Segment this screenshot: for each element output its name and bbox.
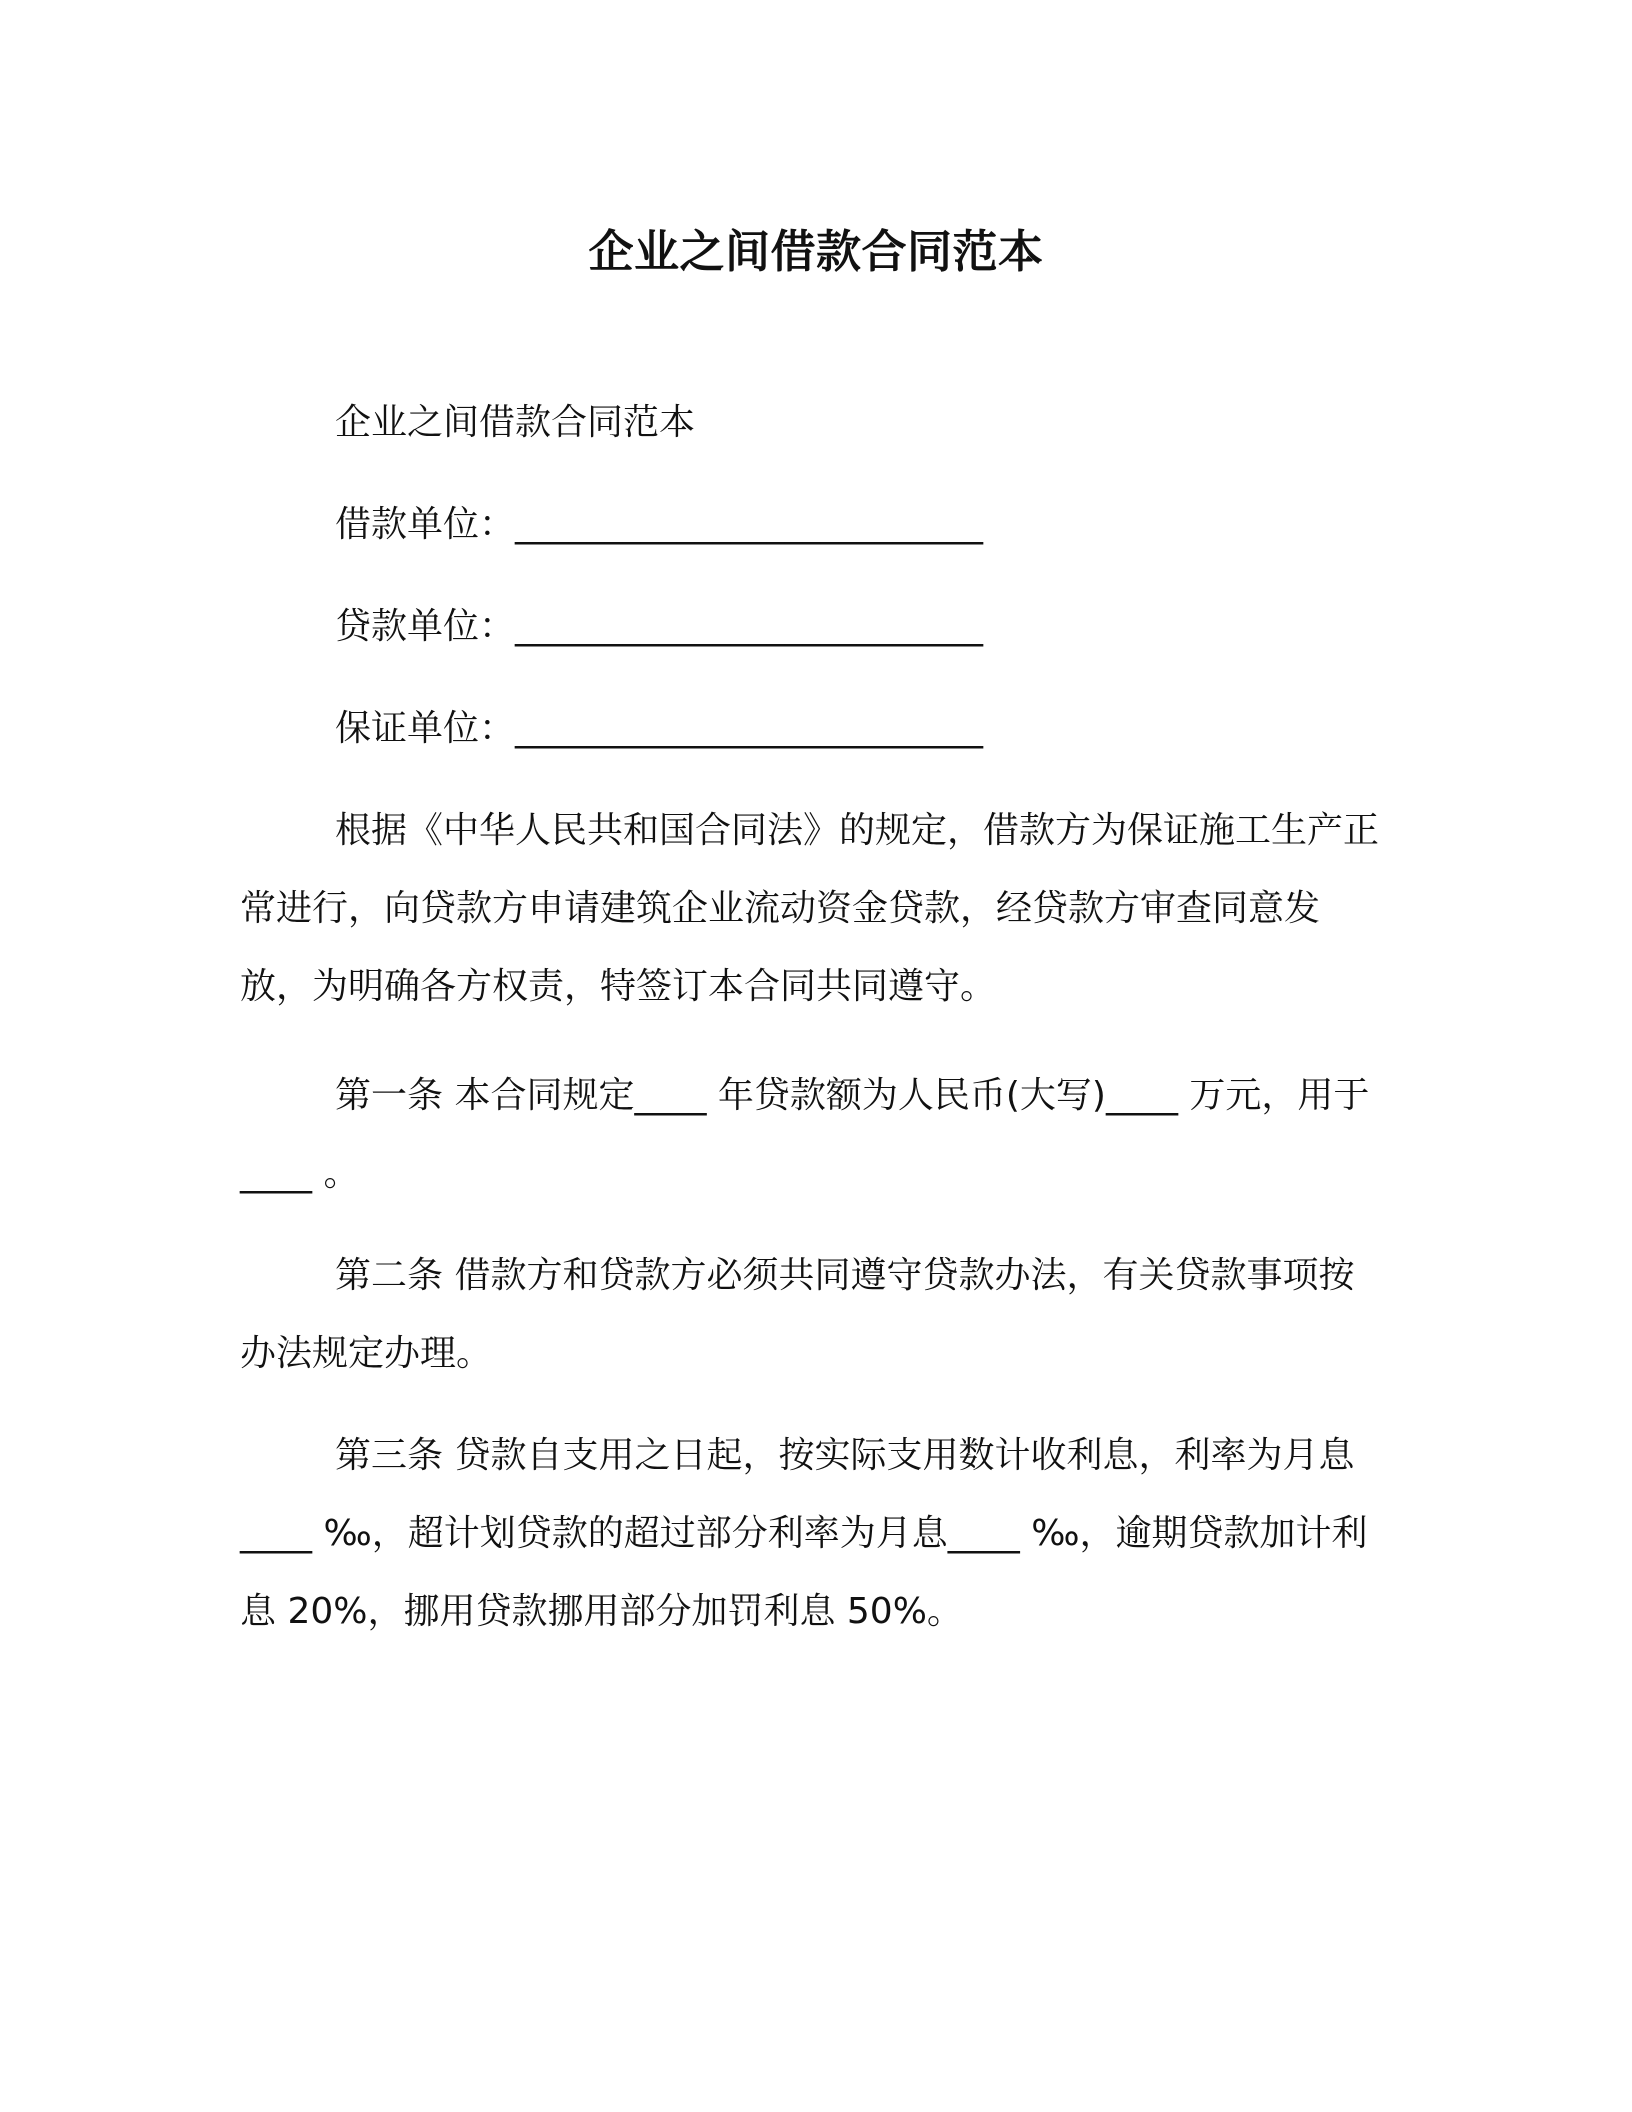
field-borrower [335,495,983,555]
paragraph-article-1-text: 第一条 本合同规定____ 年贷款额为人民币(大写)____ 万元，用于____ 。 [240,1075,1370,1194]
paragraph-article-3-text: 第三条 贷款自支用之日起，按实际支用数计收利息，利率为月息____ ‰，超计划贷款的超过部分利率为月息____ ‰，逾期贷款加计利息 20%，挪用贷款挪用部分加罚利息 50%。 [240,1435,1368,1632]
field-guarantor-blank: __________________________ [515,708,984,749]
paragraph-preamble [240,792,1390,1026]
field-borrower-label: 借款单位： [335,504,516,545]
document-subtitle: 企业之间借款合同范本 [335,402,696,443]
paragraph-preamble-text: 根据《中华人民共和国合同法》的规定，借款方为保证施工生产正常进行，向贷款方申请建筑企业流动资金贷款，经贷款方审查同意发放，为明确各方权责，特签订本合同共同遵守。 [240,810,1380,1007]
paragraph-article-1 [240,1057,1390,1213]
field-guarantor-label: 保证单位： [335,708,516,749]
paragraph-article-3 [240,1417,1390,1651]
field-borrower-blank: __________________________ [515,504,984,545]
field-guarantor [335,699,983,759]
paragraph-article-2-text: 第二条 借款方和贷款方必须共同遵守贷款办法，有关贷款事项按办法规定办理。 [240,1255,1355,1374]
field-lender-label: 贷款单位： [335,606,516,647]
paragraph-article-2 [240,1237,1390,1393]
field-lender [335,597,983,657]
field-lender-blank: __________________________ [515,606,984,647]
document-title: 企业之间借款合同范本 [588,225,1044,278]
